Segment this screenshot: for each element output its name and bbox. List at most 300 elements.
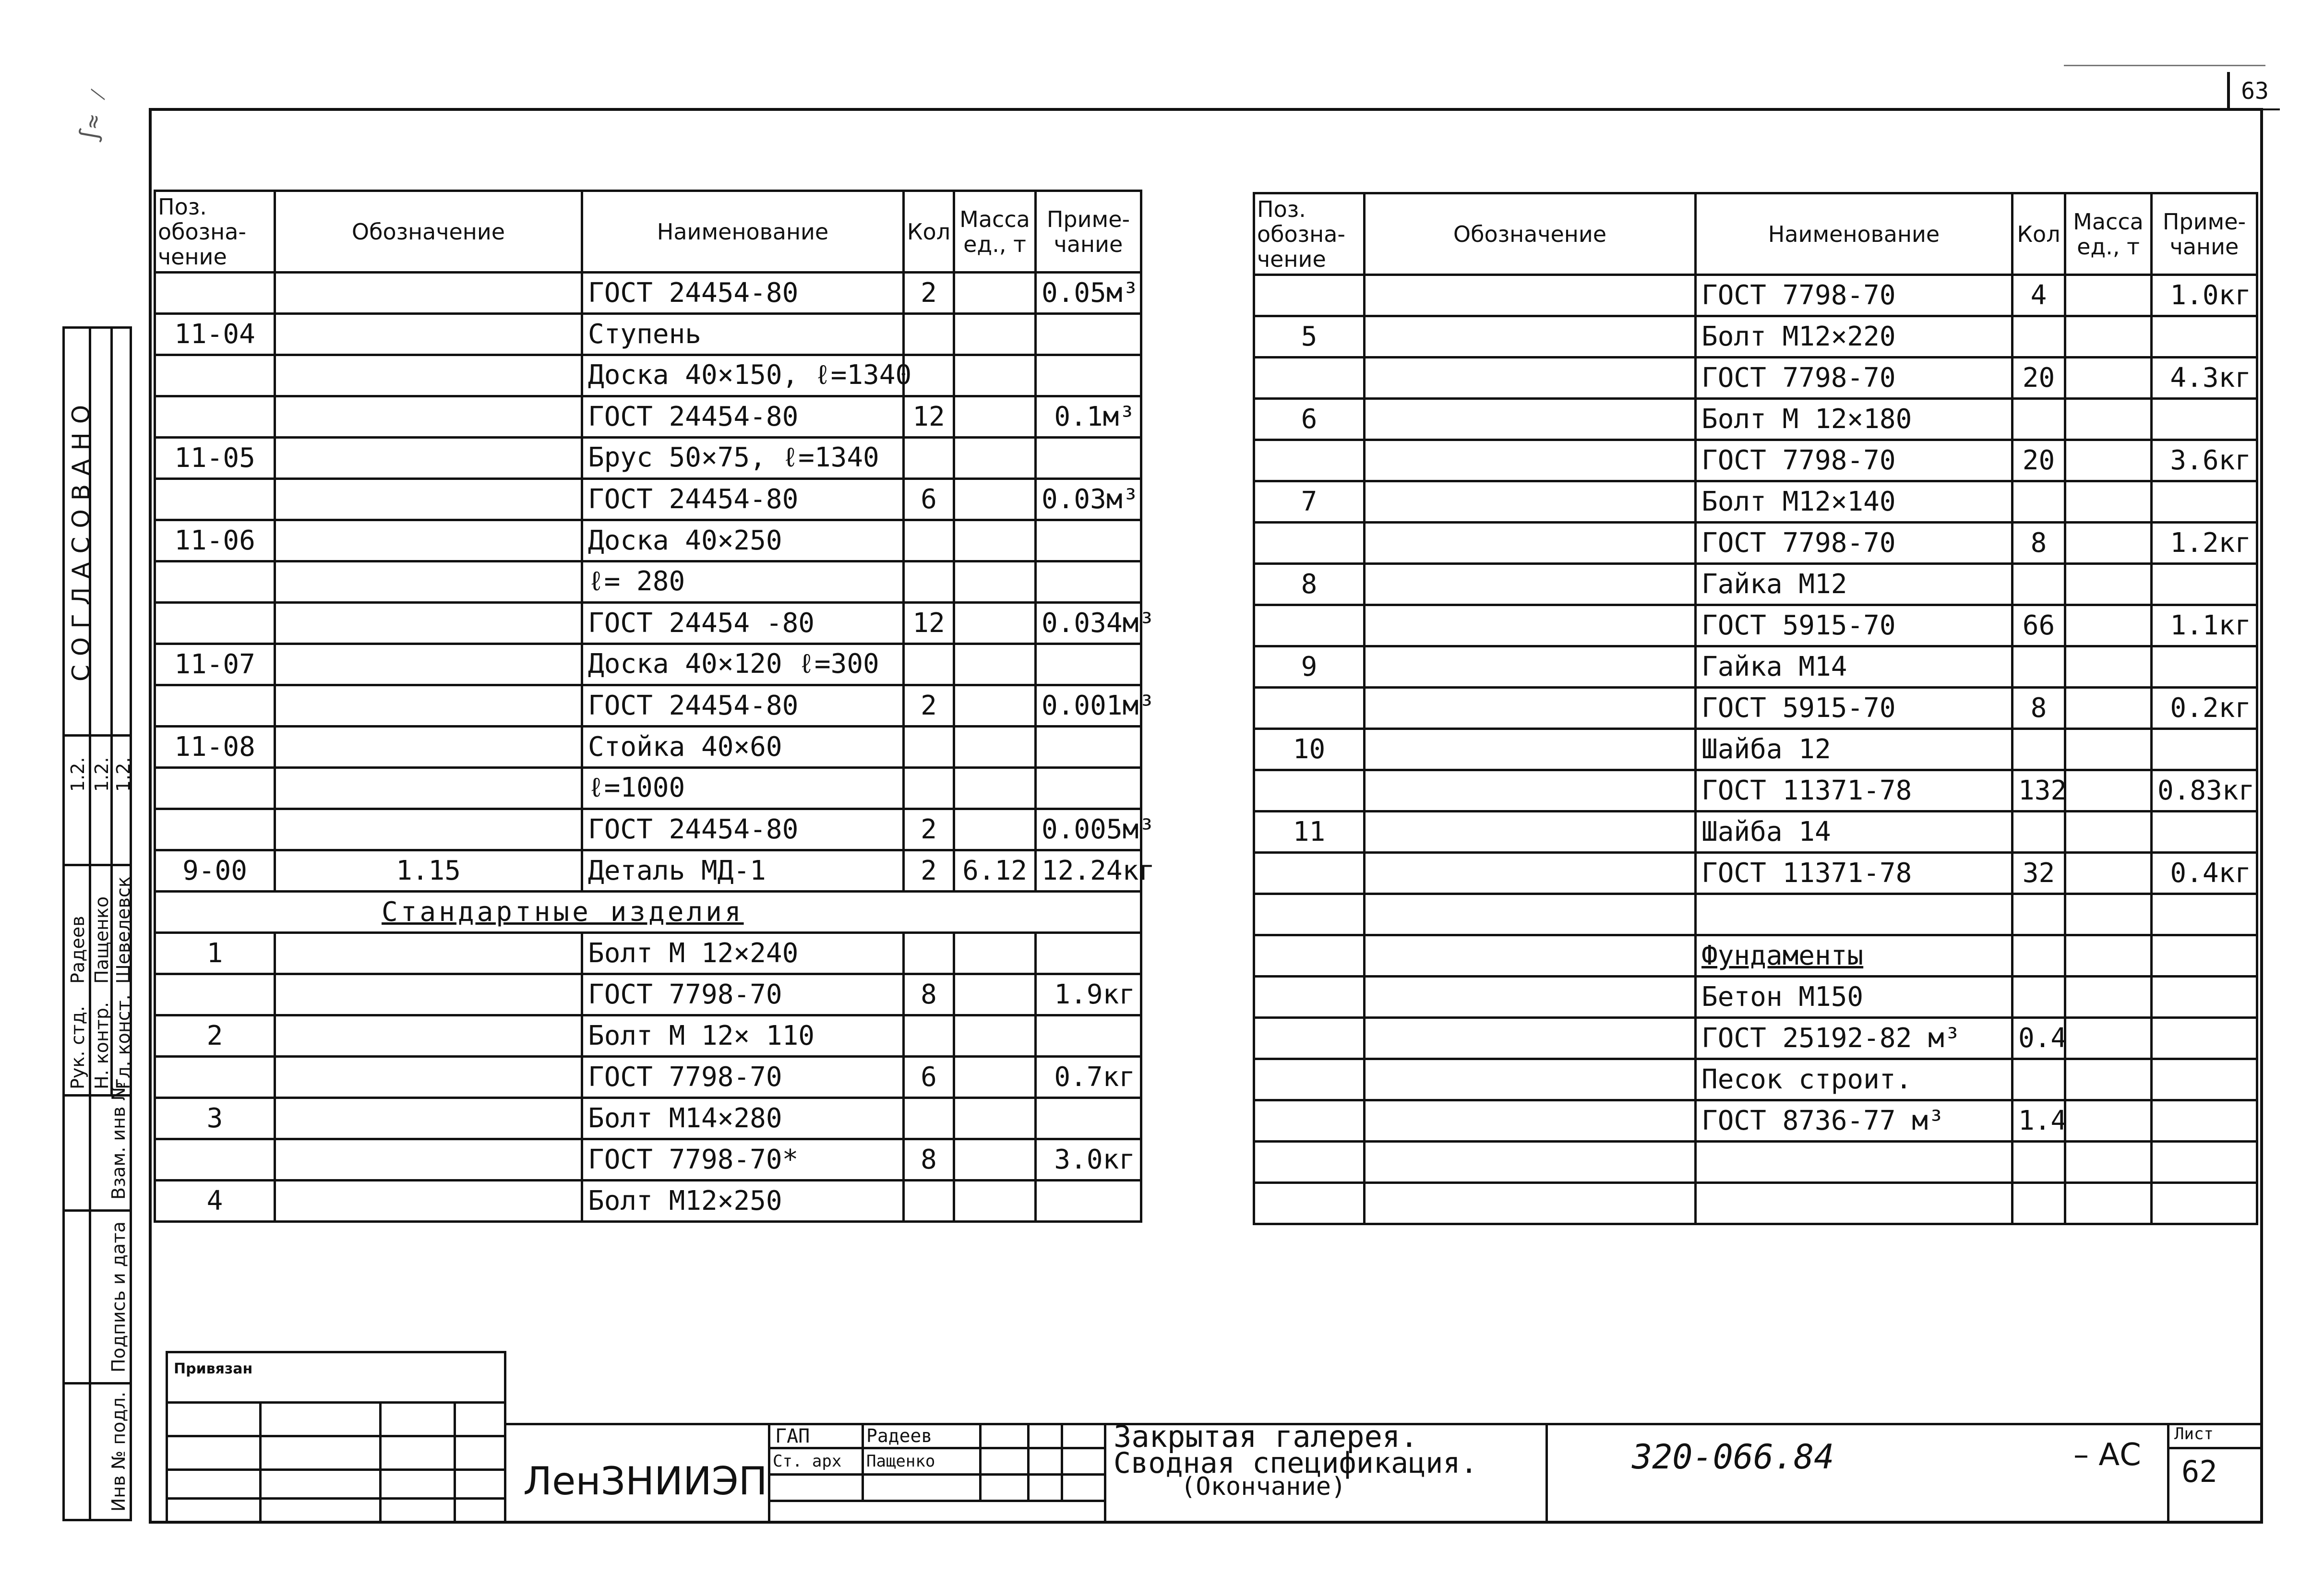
right-cell-note [2152,1018,2257,1059]
left-table-row [155,603,1141,644]
right-table-row [1254,564,2257,605]
right-header-qty: Кол [2013,193,2065,275]
left-cell-note [1036,933,1141,974]
right-cell-qty: 32 [2013,853,2065,894]
left-cell-note [1036,355,1141,396]
left-cell-name: ℓ=1000 [582,768,904,809]
right-cell-name: Болт М12×140 [1696,481,2013,523]
right-table-row [1254,729,2257,770]
right-cell-mass [2065,564,2152,605]
right-table-row [1254,358,2257,399]
right-cell-designation [1365,1059,1696,1100]
right-cell-pos: 8 [1254,564,1365,605]
right-cell-note [2152,1100,2257,1142]
left-cell-pos: 11-06 [155,520,275,561]
right-cell-name: ГОСТ 5915-70 [1696,688,2013,729]
right-cell-qty [2013,564,2065,605]
org-name: ЛенЗНИИЭП [523,1459,767,1503]
left-cell-name: ГОСТ 24454-80 [582,273,904,314]
right-cell-note: 1.2кг [2152,523,2257,564]
right-table-row [1254,440,2257,481]
left-cell-designation [275,603,582,644]
left-cell-qty: 6 [904,479,954,520]
right-cell-note: 3.6кг [2152,440,2257,481]
right-cell-pos: 9 [1254,646,1365,688]
left-cell-note [1036,561,1141,603]
right-cell-designation [1365,440,1696,481]
field-signature-date: Подпись и дата [108,1221,129,1372]
right-cell-qty [2013,316,2065,358]
right-cell-designation [1365,770,1696,811]
right-cell-qty: 4 [2013,275,2065,316]
sheet-label: Лист [2174,1424,2214,1444]
right-cell-note [2152,811,2257,853]
right-cell-mass [2065,1100,2152,1142]
right-header-row [1254,193,2257,275]
left-cell-pos: 11-07 [155,644,275,685]
right-cell-designation [1365,646,1696,688]
left-cell-name: Доска 40×150, ℓ=1340 [582,355,904,396]
left-cell-mass [954,809,1036,850]
left-cell-pos [155,396,275,438]
right-spec-table [1253,192,2258,1225]
right-cell-pos: 11 [1254,811,1365,853]
right-cell-note [2152,481,2257,523]
right-table-row [1254,1018,2257,1059]
right-cell-note [2152,1059,2257,1100]
right-cell-name: ГОСТ 11371-78 [1696,853,2013,894]
left-cell-name: Брус 50×75, ℓ=1340 [582,438,904,479]
right-cell-pos [1254,894,1365,935]
right-table-row [1254,935,2257,977]
right-cell-qty: 8 [2013,688,2065,729]
right-cell-mass [2065,358,2152,399]
left-cell-mass [954,561,1036,603]
right-cell-qty [2013,977,2065,1018]
left-cell-mass [954,1098,1036,1139]
right-cell-qty [2013,894,2065,935]
right-cell-note [2152,1183,2257,1224]
right-table-row [1254,688,2257,729]
left-cell-mass [954,438,1036,479]
right-cell-name: Гайка М12 [1696,564,2013,605]
left-cell-qty: 2 [904,850,954,892]
left-cell-designation [275,396,582,438]
document-code: 320-066.84 [1632,1437,1834,1477]
right-cell-designation [1365,853,1696,894]
left-cell-note: 0.7кг [1036,1057,1141,1098]
right-cell-note [2152,894,2257,935]
left-cell-note [1036,1098,1141,1139]
left-cell-name: ГОСТ 7798-70 [582,1057,904,1098]
left-cell-designation [275,974,582,1015]
left-cell-qty: 8 [904,974,954,1015]
right-cell-designation [1365,481,1696,523]
left-cell-note: 12.24кг [1036,850,1141,892]
right-cell-note: 0.4кг [2152,853,2257,894]
left-cell-note [1036,768,1141,809]
right-cell-qty: 66 [2013,605,2065,646]
right-cell-pos: 5 [1254,316,1365,358]
left-cell-mass [954,1139,1036,1181]
strip-date-2: 1.2. [91,757,112,792]
right-header-name: Наименование [1696,193,2013,275]
right-header-mass: Масса ед., т [2065,193,2152,275]
left-cell-designation [275,273,582,314]
field-orig-inv: Инв № подл. [108,1391,129,1512]
strip-role-2: Н. контр. [91,1002,112,1089]
left-section-title: Стандартные изделия [155,892,1141,933]
right-cell-mass [2065,1183,2152,1224]
right-cell-mass [2065,275,2152,316]
left-cell-designation [275,1098,582,1139]
left-table-row [155,1139,1141,1181]
right-table-row [1254,605,2257,646]
left-cell-designation [275,1139,582,1181]
left-cell-name: ГОСТ 24454-80 [582,396,904,438]
right-table-row [1254,646,2257,688]
right-cell-note [2152,646,2257,688]
left-cell-pos: 11-08 [155,727,275,768]
left-cell-pos: 4 [155,1181,275,1222]
right-cell-pos [1254,977,1365,1018]
left-table-row [155,396,1141,438]
left-cell-mass [954,644,1036,685]
right-cell-mass [2065,481,2152,523]
left-header-designation: Обозначение [275,191,582,273]
left-cell-designation: 1.15 [275,850,582,892]
left-cell-pos: 11-04 [155,314,275,355]
strip-role-1: Рук. стд. [67,1006,88,1089]
right-header-designation: Обозначение [1365,193,1696,275]
right-cell-pos [1254,853,1365,894]
right-table-row [1254,977,2257,1018]
left-cell-note [1036,520,1141,561]
right-header-note: Приме- чание [2152,193,2257,275]
role-gap: ГАП [775,1425,810,1447]
left-cell-qty [904,438,954,479]
left-cell-designation [275,314,582,355]
left-cell-mass [954,396,1036,438]
left-cell-designation [275,438,582,479]
right-cell-mass [2065,688,2152,729]
left-cell-mass [954,520,1036,561]
left-cell-pos [155,809,275,850]
right-cell-pos [1254,523,1365,564]
left-cell-mass [954,1181,1036,1222]
left-cell-pos [155,974,275,1015]
right-cell-name: Бетон М150 [1696,977,2013,1018]
right-header-pos: Поз. обозна- чение [1254,193,1365,275]
left-cell-qty [904,1015,954,1057]
left-cell-designation [275,768,582,809]
right-cell-designation [1365,977,1696,1018]
right-table-row [1254,770,2257,811]
right-cell-name [1696,1183,2013,1224]
right-cell-designation [1365,399,1696,440]
right-cell-qty: 20 [2013,358,2065,399]
left-cell-name: ГОСТ 24454-80 [582,479,904,520]
right-cell-mass [2065,853,2152,894]
left-cell-name: ℓ= 280 [582,561,904,603]
left-cell-qty [904,1098,954,1139]
right-cell-qty: 1.4 [2013,1100,2065,1142]
left-table-row [155,685,1141,727]
right-cell-name: ГОСТ 7798-70 [1696,275,2013,316]
right-cell-mass [2065,646,2152,688]
left-cell-name: Болт М12×250 [582,1181,904,1222]
left-cell-pos: 9-00 [155,850,275,892]
right-cell-pos [1254,1018,1365,1059]
right-cell-mass [2065,1018,2152,1059]
right-table-row [1254,1142,2257,1183]
right-cell-qty [2013,811,2065,853]
right-cell-mass [2065,729,2152,770]
right-cell-name: ГОСТ 8736-77 м³ [1696,1100,2013,1142]
left-cell-mass [954,974,1036,1015]
left-cell-designation [275,809,582,850]
right-cell-pos [1254,935,1365,977]
right-table-row [1254,1183,2257,1224]
right-cell-qty [2013,646,2065,688]
right-cell-qty [2013,935,2065,977]
right-cell-name: ГОСТ 7798-70 [1696,523,2013,564]
left-table-row [155,933,1141,974]
left-cell-mass [954,727,1036,768]
right-cell-mass [2065,811,2152,853]
right-cell-name: ГОСТ 7798-70 [1696,440,2013,481]
right-table-row [1254,481,2257,523]
right-cell-pos [1254,1183,1365,1224]
right-cell-pos [1254,605,1365,646]
left-cell-qty [904,1181,954,1222]
left-cell-name: Деталь МД-1 [582,850,904,892]
left-cell-qty: 6 [904,1057,954,1098]
left-cell-name: Болт М14×280 [582,1098,904,1139]
right-cell-note [2152,316,2257,358]
left-table-row [155,1181,1141,1222]
right-cell-designation [1365,523,1696,564]
left-cell-mass [954,1015,1036,1057]
left-cell-mass [954,603,1036,644]
left-cell-name: Болт М 12×240 [582,933,904,974]
right-cell-name: Болт М12×220 [1696,316,2013,358]
right-cell-qty [2013,1059,2065,1100]
right-cell-note: 0.2кг [2152,688,2257,729]
left-table-row [155,1015,1141,1057]
left-cell-name: ГОСТ 24454 -80 [582,603,904,644]
right-cell-designation [1365,1183,1696,1224]
right-cell-pos [1254,688,1365,729]
right-cell-mass [2065,770,2152,811]
right-cell-note [2152,564,2257,605]
strip-name-3: Шевелевск [113,876,134,984]
left-cell-qty: 12 [904,396,954,438]
right-cell-qty [2013,1142,2065,1183]
right-cell-designation [1365,1100,1696,1142]
role-senior-arch: Ст. арх [773,1452,842,1471]
sheet-value: 62 [2181,1454,2217,1489]
left-cell-pos [155,768,275,809]
left-cell-pos [155,479,275,520]
right-cell-designation [1365,605,1696,646]
left-table-row [155,273,1141,314]
left-table-row [155,644,1141,685]
strip-name-2: Пащенко [91,896,112,984]
left-cell-note [1036,727,1141,768]
left-cell-note [1036,1015,1141,1057]
right-cell-designation [1365,729,1696,770]
right-cell-note: 0.83кг [2152,770,2257,811]
right-cell-qty: 0.4 [2013,1018,2065,1059]
left-cell-pos [155,603,275,644]
left-cell-note: 3.0кг [1036,1139,1141,1181]
left-cell-note: 0.001м³ [1036,685,1141,727]
left-cell-mass [954,355,1036,396]
handwritten-mark: ∫≈ ⁄ [76,85,112,144]
left-cell-name: ГОСТ 24454-80 [582,685,904,727]
field-replaced-inv: Взам. инв № [108,1082,129,1200]
right-cell-name: Фундаменты [1696,935,2013,977]
right-table-row [1254,523,2257,564]
left-cell-qty: 8 [904,1139,954,1181]
left-cell-mass: 6.12 [954,850,1036,892]
right-cell-pos [1254,1100,1365,1142]
left-cell-mass [954,314,1036,355]
right-cell-designation [1365,275,1696,316]
right-cell-name: Болт М 12×180 [1696,399,2013,440]
right-cell-name: ГОСТ 7798-70 [1696,358,2013,399]
right-cell-mass [2065,1059,2152,1100]
left-cell-designation [275,355,582,396]
left-header-note: Приме- чание [1036,191,1141,273]
strip-name-1: Радеев [67,916,88,984]
right-table-row [1254,275,2257,316]
name-radeev: Радеев [866,1425,933,1446]
left-table-row [155,727,1141,768]
right-table-row [1254,1100,2257,1142]
left-table-row [155,355,1141,396]
left-table-row [155,479,1141,520]
strip-date-1: 1.2. [67,757,88,792]
left-cell-name: Доска 40×120 ℓ=300 [582,644,904,685]
left-table-row [155,850,1141,892]
right-cell-name: ГОСТ 11371-78 [1696,770,2013,811]
drawing-title-line-2: Сводная спецификация. [1114,1446,1478,1480]
right-cell-pos: 7 [1254,481,1365,523]
right-cell-note: 1.1кг [2152,605,2257,646]
left-cell-name: Стойка 40×60 [582,727,904,768]
sheet-number: 63 [2227,72,2280,110]
right-cell-pos [1254,440,1365,481]
left-cell-designation [275,520,582,561]
left-cell-qty [904,561,954,603]
left-cell-designation [275,644,582,685]
right-cell-mass [2065,977,2152,1018]
right-table-row [1254,399,2257,440]
right-table-row [1254,853,2257,894]
right-cell-name: ГОСТ 25192-82 м³ [1696,1018,2013,1059]
right-cell-designation [1365,688,1696,729]
left-cell-note: 0.05м³ [1036,273,1141,314]
left-cell-mass [954,1057,1036,1098]
right-cell-mass [2065,894,2152,935]
left-cell-mass [954,273,1036,314]
left-cell-name: Болт М 12× 110 [582,1015,904,1057]
right-cell-mass [2065,1142,2152,1183]
right-cell-note [2152,977,2257,1018]
left-spec-table [154,190,1155,1223]
right-cell-qty [2013,481,2065,523]
left-cell-pos: 1 [155,933,275,974]
right-cell-pos [1254,275,1365,316]
left-cell-qty: 2 [904,809,954,850]
right-cell-mass [2065,440,2152,481]
right-cell-name: Песок строит. [1696,1059,2013,1100]
left-cell-note [1036,1181,1141,1222]
left-header-name: Наименование [582,191,904,273]
right-cell-name [1696,894,2013,935]
left-cell-note: 0.034м³ [1036,603,1141,644]
drawing-title-line-3: (Окончание) [1181,1472,1346,1501]
left-cell-designation [275,1181,582,1222]
right-cell-pos [1254,1059,1365,1100]
left-cell-note: 0.005м³ [1036,809,1141,850]
left-cell-designation [275,727,582,768]
right-cell-designation [1365,564,1696,605]
right-cell-mass [2065,605,2152,646]
left-cell-name: ГОСТ 7798-70* [582,1139,904,1181]
left-cell-designation [275,1057,582,1098]
left-cell-pos: 11-05 [155,438,275,479]
left-cell-qty [904,933,954,974]
right-cell-qty [2013,729,2065,770]
left-cell-designation [275,561,582,603]
left-cell-pos [155,355,275,396]
left-cell-qty [904,644,954,685]
right-table-row [1254,894,2257,935]
left-table-row [155,561,1141,603]
left-cell-qty [904,520,954,561]
left-cell-pos [155,1139,275,1181]
right-cell-note [2152,1142,2257,1183]
right-cell-qty: 20 [2013,440,2065,481]
left-cell-note [1036,438,1141,479]
right-cell-pos [1254,770,1365,811]
right-cell-designation [1365,811,1696,853]
right-cell-pos [1254,358,1365,399]
left-header-qty: Кол [904,191,954,273]
right-cell-designation [1365,894,1696,935]
left-cell-pos [155,1057,275,1098]
right-cell-note [2152,935,2257,977]
right-cell-note: 1.0кг [2152,275,2257,316]
left-cell-pos: 3 [155,1098,275,1139]
right-cell-qty [2013,1183,2065,1224]
left-table-row [155,974,1141,1015]
strip-date-3: 1.2. [113,757,134,792]
left-table-row [155,1057,1141,1098]
left-cell-mass [954,479,1036,520]
name-pashchenko: Пащенко [866,1452,935,1471]
left-cell-name: Доска 40×250 [582,520,904,561]
right-cell-name: Шайба 14 [1696,811,2013,853]
left-cell-name: Ступень [582,314,904,355]
left-cell-designation [275,1015,582,1057]
right-cell-name: ГОСТ 5915-70 [1696,605,2013,646]
strip-role-3: Гл. конст. [113,994,134,1089]
right-cell-designation [1365,935,1696,977]
